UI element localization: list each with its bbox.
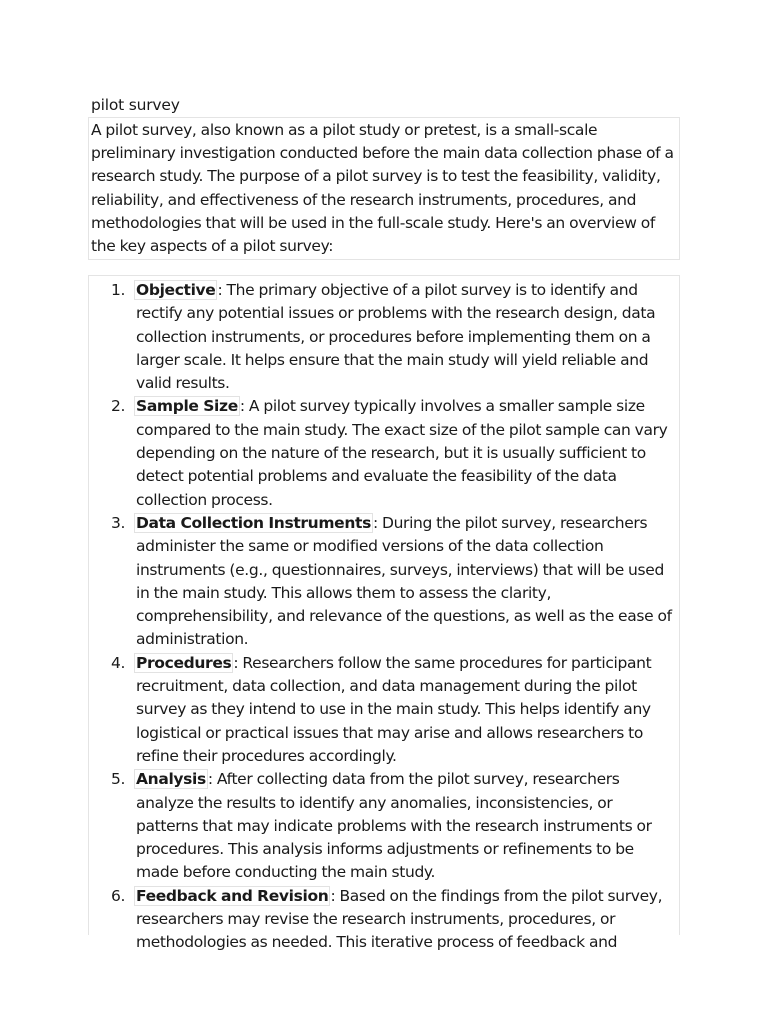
aspect-number: 5. [111,770,126,789]
aspect-description: : Researchers follow the same procedures for participant recruitment, data collection, and data management during the pilot survey as they intend to use in the main study. This helps identify any logistical or practical issues that may arise and allows researchers to refine their procedures accordingly. [136,653,652,765]
aspect-number: 6. [111,886,126,905]
aspect-number: 1. [111,281,126,299]
aspect-description: : A pilot survey typically involves a smaller sample size compared to the main study. The exact size of the pilot sample can vary depending on the nature of the research, but it is usually sufficient to detect potential problems and evaluate the feasibility of the data collection process. [136,397,668,509]
aspect-number: 4. [111,653,126,672]
aspect-description: : During the pilot survey, researchers administer the same or modified versions of the data collection instruments (e.g., questionnaires, surveys, interviews) that will be used in the main study. This allows them to assess the clarity, comprehensibility, and relevance of the questions, as well as the ease of administration. [136,513,672,649]
document-title: pilot survey [91,96,180,114]
aspect-term: Data Collection Instruments [136,513,371,532]
aspect-number: 3. [111,513,126,532]
aspect-term: Objective [136,281,216,299]
aspect-item-procedures [89,652,679,768]
aspect-item-sample-size [89,395,679,511]
aspect-item-objective [89,279,679,395]
aspect-term: Sample Size [136,397,238,416]
aspect-number: 2. [111,397,126,416]
aspect-term: Procedures [136,653,232,672]
aspect-description: : The primary objective of a pilot survey is to identify and rectify any potential issues or problems with the research design, data collection instruments, or procedures before implementing them on a larger scale. It helps ensure that the main study will yield reliable and valid results. [136,281,656,393]
aspects-list-box [88,275,680,952]
intro-paragraph: A pilot survey, also known as a pilot study or pretest, is a small-scale preliminary investigation conducted before the main data collection phase of a research study. The purpose of a pilot survey is to test the feasibility, validity, reliability, and effectiveness of the research instruments, procedures, and methodologies that will be used in the full-scale study. Here's an overview of the key aspects of a pilot survey: [91,121,674,256]
aspect-description: : Based on the findings from the pilot survey, researchers may revise the research instruments, procedures, or methodologies as needed. This iterative process of feedback and [136,886,663,952]
aspect-term: Analysis [136,770,206,789]
aspects-list [89,276,679,955]
aspect-term: Feedback and Revision [136,886,329,905]
aspect-item-analysis [89,768,679,884]
aspect-item-feedback-and-revision [89,885,679,955]
aspect-item-data-collection-instruments [89,512,679,652]
intro-paragraph-box [88,117,680,260]
aspect-description: : After collecting data from the pilot survey, researchers analyze the results to identify any anomalies, inconsistencies, or patterns that may indicate problems with the research instruments or procedures. This analysis informs adjustments or refinements to be made before conducting the main study. [136,770,652,882]
